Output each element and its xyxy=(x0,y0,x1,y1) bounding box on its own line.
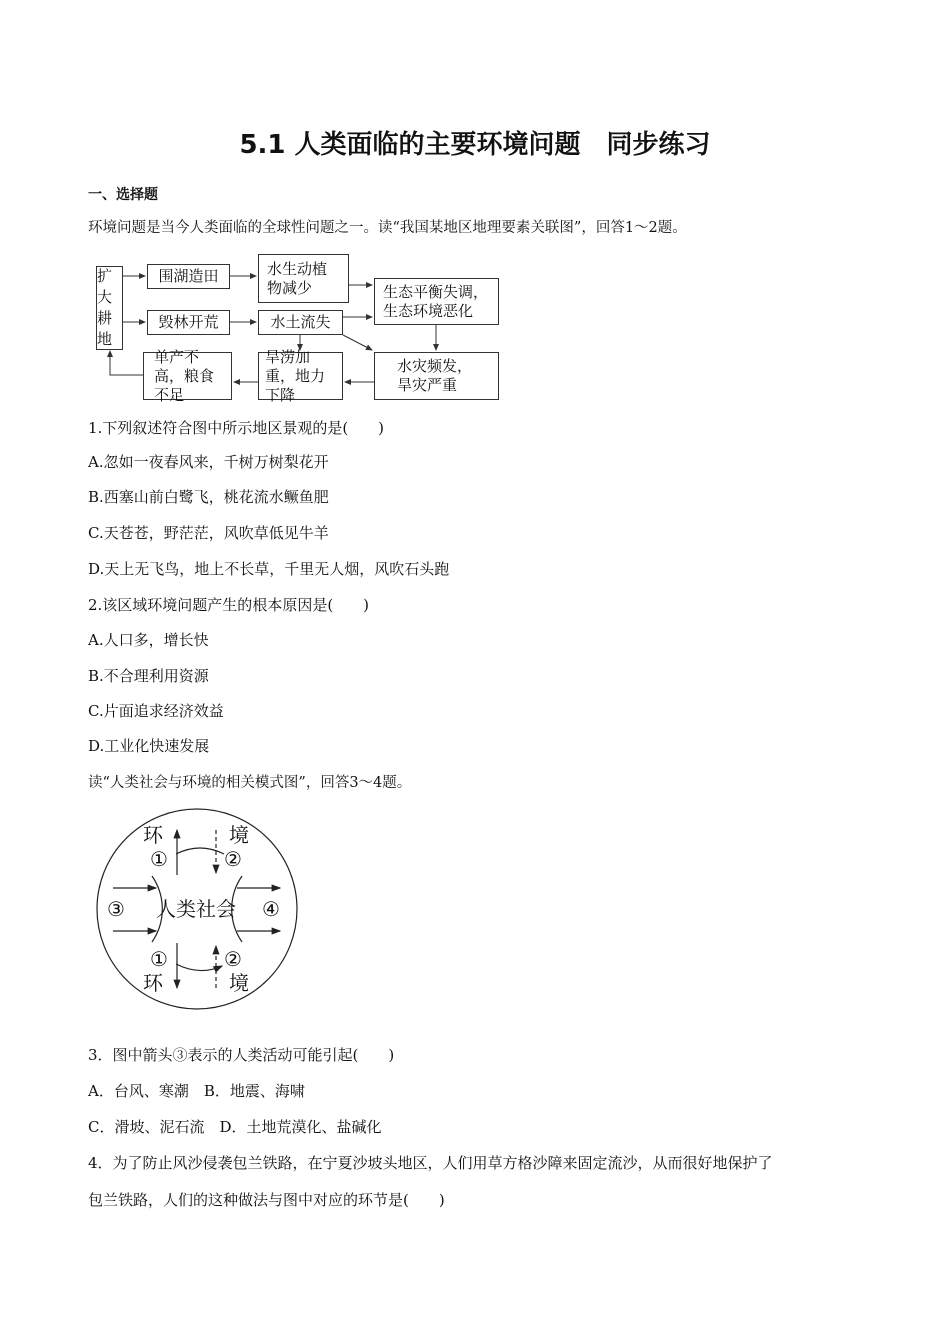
label-circled-1-bottom: ① xyxy=(150,947,168,971)
box-flood-disaster: 水灾频发，旱灾严重 xyxy=(374,352,499,400)
question-1-option-b: B.西塞山前白鹭飞，桃花流水鳜鱼肥 xyxy=(88,488,329,506)
question-1-option-c: C.天苍苍，野茫茫，风吹草低见牛羊 xyxy=(88,524,329,542)
label-circled-1-top: ① xyxy=(150,847,168,871)
box-lake-reclamation: 围湖造田 xyxy=(147,264,230,289)
label-circled-4: ④ xyxy=(262,897,280,921)
label-environment-4: 境 xyxy=(229,971,249,995)
box-drought-flood: 旱涝加重，地力下降 xyxy=(258,352,343,400)
label-human-society: 人类社会 xyxy=(156,897,236,921)
label-environment-2: 境 xyxy=(229,823,249,847)
label-environment-1: 环 xyxy=(143,823,163,847)
intro-text-1: 环境问题是当今人类面临的全球性问题之一。读“我国某地区地理要素关联图”，回答1～2题。 xyxy=(88,220,687,236)
box-low-yield: 单产不高，粮食不足 xyxy=(143,352,232,400)
question-3-stem: 3．图中箭头③表示的人类活动可能引起( ) xyxy=(88,1046,395,1064)
box-aquatic-decrease: 水生动植物减少 xyxy=(258,254,349,303)
section-heading: 一、选择题 xyxy=(88,187,158,203)
page-title: 5.1 人类面临的主要环境问题 同步练习 xyxy=(239,130,711,160)
label-circled-2-bottom: ② xyxy=(224,947,242,971)
box-ecological-imbalance: 生态平衡失调，生态环境恶化 xyxy=(374,278,499,325)
label-circled-3: ③ xyxy=(107,897,125,921)
question-3-options-ab: A．台风、寒潮 B．地震、海啸 xyxy=(88,1082,305,1100)
question-4-stem-line-2: 包兰铁路，人们的这种做法与图中对应的环节是( ) xyxy=(88,1191,445,1209)
question-3-options-cd: C．滑坡、泥石流 D．土地荒漠化、盐碱化 xyxy=(88,1118,382,1136)
question-2-option-a: A.人口多，增长快 xyxy=(88,631,209,649)
question-1-stem: 1.下列叙述符合图中所示地区景观的是( ) xyxy=(88,419,385,437)
question-1-option-d: D.天上无飞鸟，地上不长草，千里无人烟，风吹石头跑 xyxy=(88,560,450,578)
label-environment-3: 环 xyxy=(143,971,163,995)
question-4-stem-line-1: 4．为了防止风沙侵袭包兰铁路，在宁夏沙坡头地区，人们用草方格沙障来固定流沙，从而很好地保护了 xyxy=(88,1154,773,1172)
box-soil-erosion: 水土流失 xyxy=(258,310,343,335)
box-expand-farmland: 扩大耕地 xyxy=(96,266,123,350)
box-deforestation: 毁林开荒 xyxy=(147,310,230,335)
question-2-option-b: B.不合理利用资源 xyxy=(88,667,209,685)
question-2-option-d: D.工业化快速发展 xyxy=(88,737,210,755)
question-2-stem: 2.该区域环境问题产生的根本原因是( ) xyxy=(88,596,370,614)
question-2-option-c: C.片面追求经济效益 xyxy=(88,702,224,720)
intro-text-2: 读“人类社会与环境的相关模式图”，回答3～4题。 xyxy=(88,775,412,791)
label-circled-2-top: ② xyxy=(224,847,242,871)
question-1-option-a: A.忽如一夜春风来，千树万树梨花开 xyxy=(88,453,329,471)
